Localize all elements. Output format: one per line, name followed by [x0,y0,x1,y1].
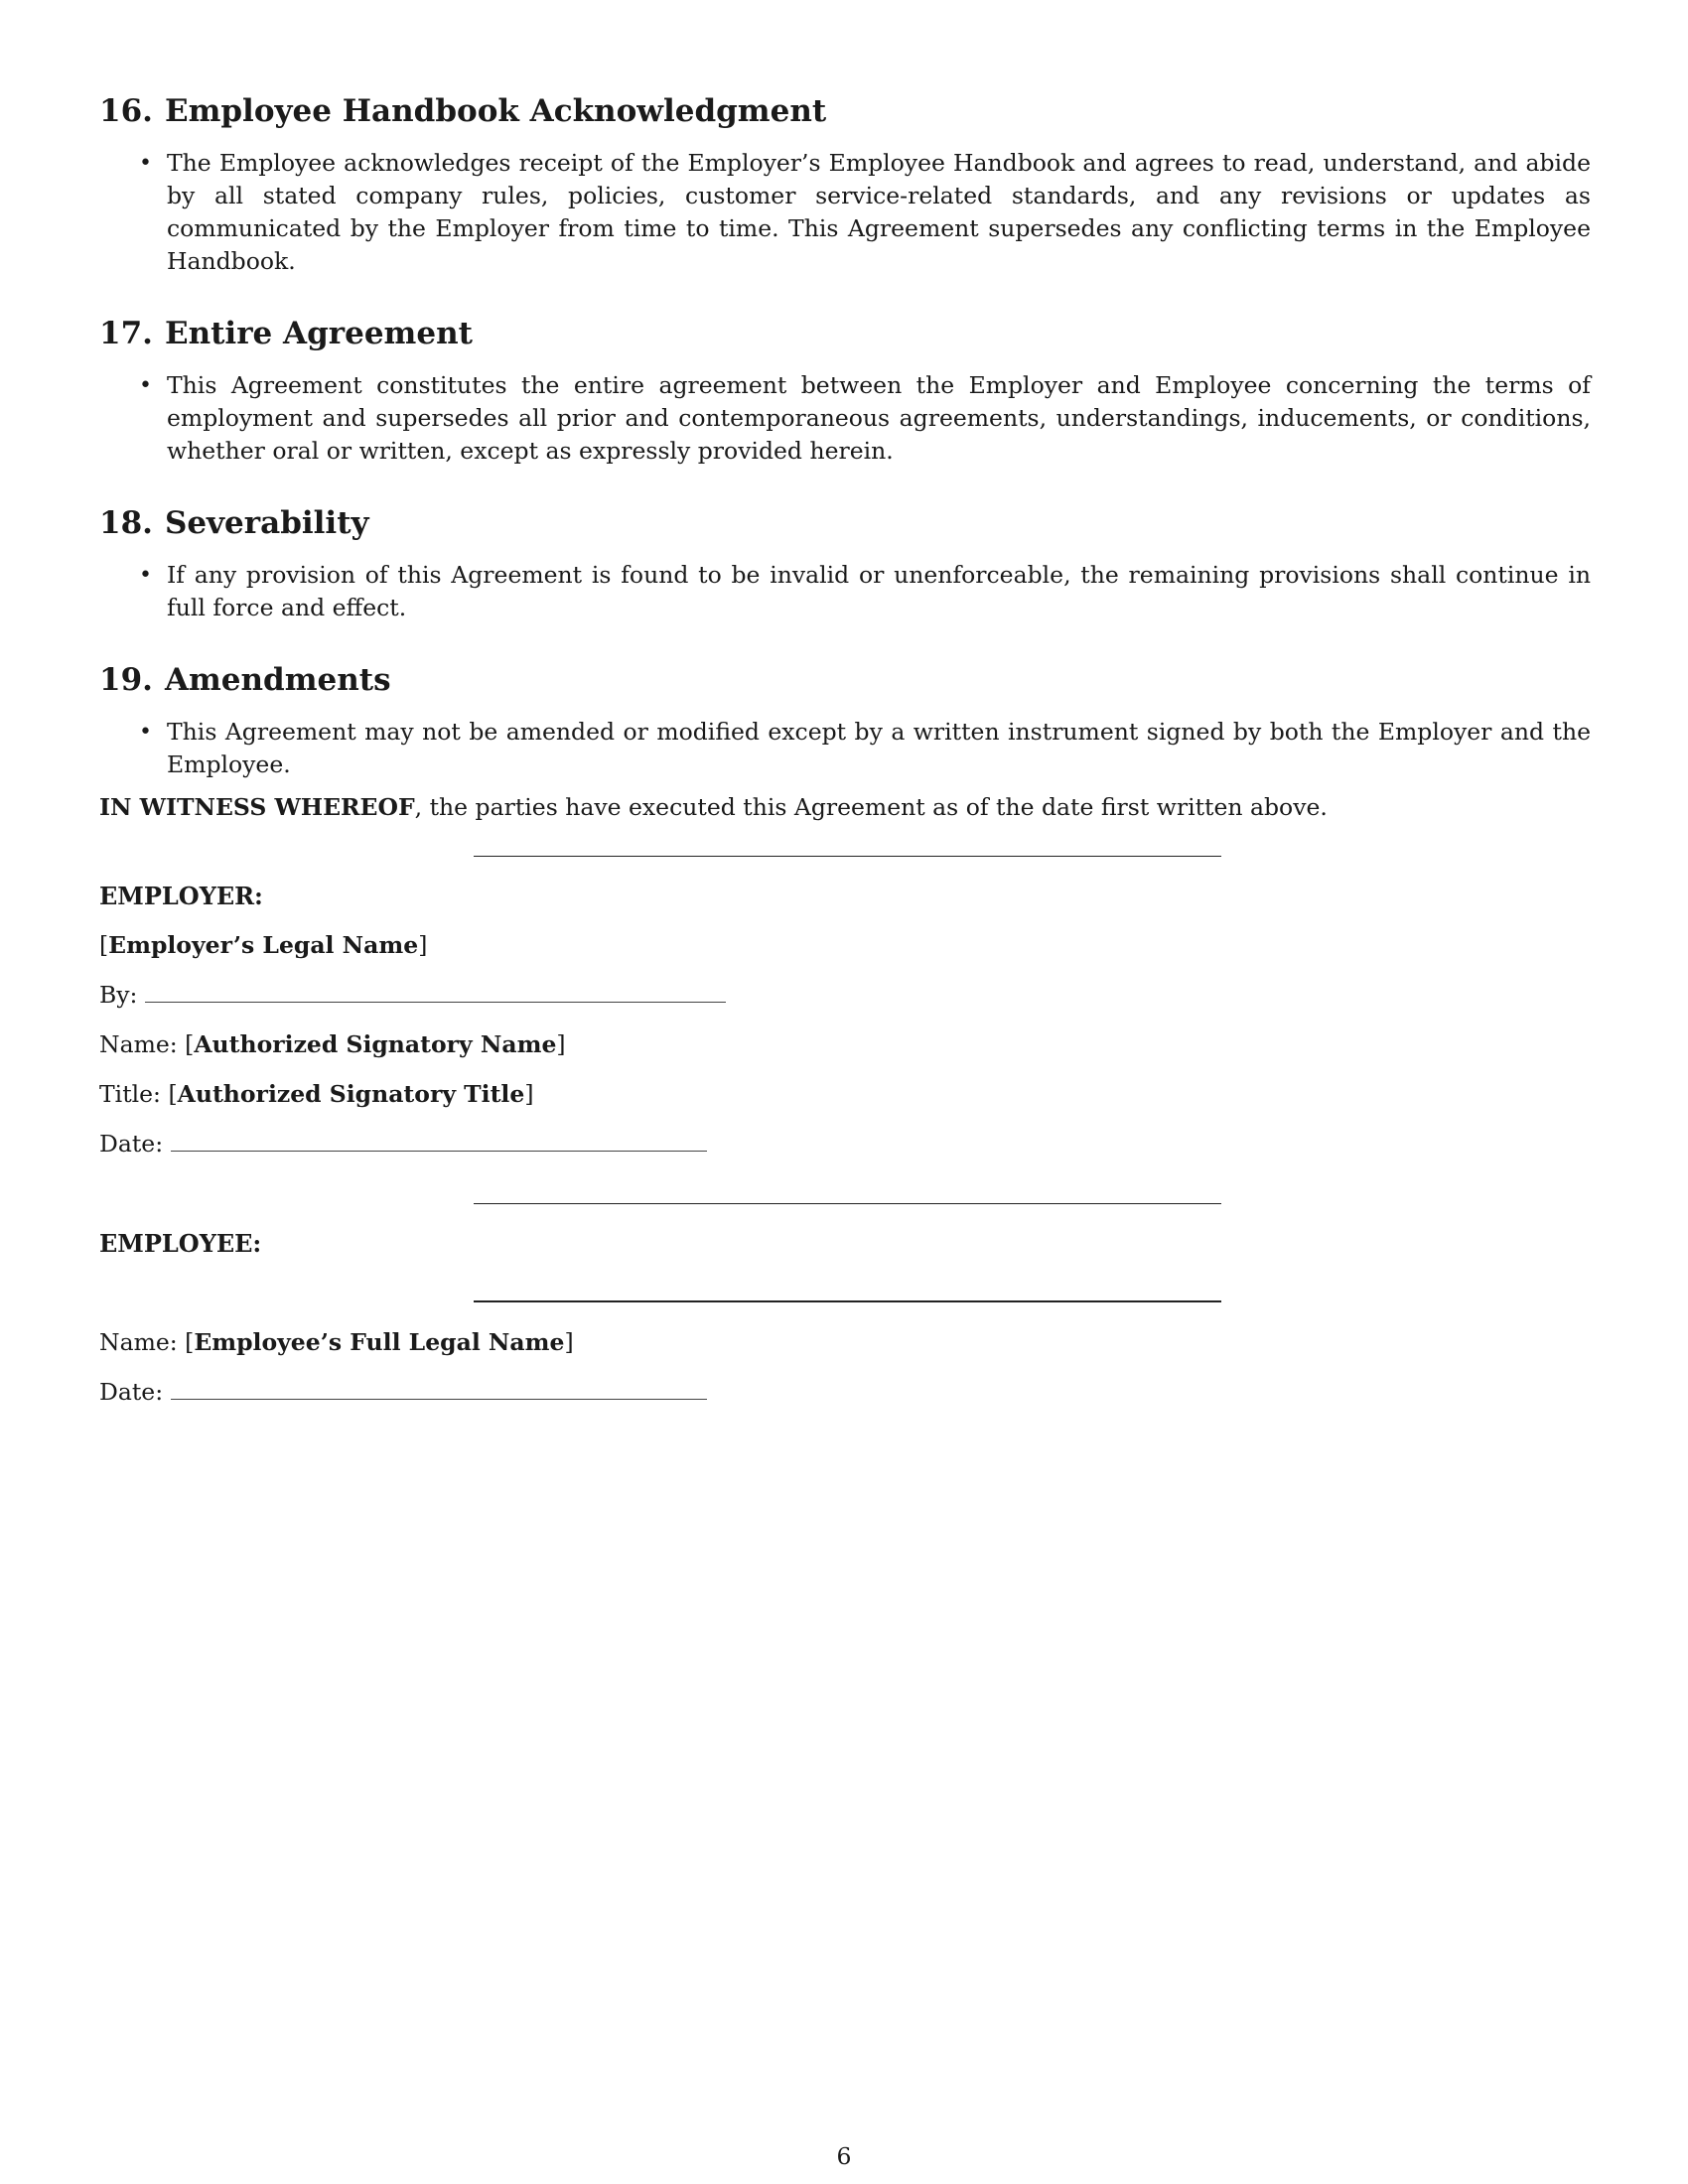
bullet-list [99,559,1591,624]
section-title: Entire Agreement [164,316,473,351]
list-item [139,147,1591,278]
document-page [99,91,1591,848]
employee-date-field[interactable] [171,1379,707,1400]
date-label: Date: [99,1130,164,1158]
section-heading [99,314,1591,353]
employer-date-field[interactable] [171,1131,707,1152]
witness-lead: IN WITNESS WHEREOF [99,793,415,821]
bullet-icon: • [139,151,152,176]
bracket-open: [ [99,931,109,959]
employer-by-line [99,979,726,1012]
employer-heading: EMPLOYER: [99,882,263,910]
section-title: Employee Handbook Acknowledgment [164,93,827,129]
section-number: 18. [99,505,153,541]
section-number: 16. [99,93,153,129]
name-label: Name: [99,1030,178,1058]
bullet-list [99,716,1591,781]
date-label: Date: [99,1378,164,1406]
employer-name-line: Name: [Authorized Signatory Name] [99,1030,566,1058]
section-number: 19. [99,662,153,698]
employer-signatory-name: Authorized Signatory Name [194,1030,557,1058]
employer-title-line: Title: [Authorized Signatory Title] [99,1080,534,1108]
list-item [139,716,1591,781]
page-number: 6 [836,2142,852,2170]
bullet-list [99,147,1591,278]
bullet-text: This Agreement constitutes the entire agreement between the Employer and Employee concerning the terms of employment and supersedes all prior and contemporaneous agreements, understandings, inducements, or conditions, whether oral or written, except as expressly provided herein. [167,371,1591,465]
separator-rule [474,1203,1221,1204]
employee-name-line: Name: [Employee’s Full Legal Name] [99,1328,574,1356]
section-title: Amendments [164,662,391,698]
section-heading [99,503,1591,543]
separator-rule [474,856,1221,857]
title-label: Title: [99,1080,161,1108]
bullet-text: This Agreement may not be amended or modified except by a written instrument signed by both the Employer and the Employee. [167,718,1591,778]
employer-signatory-title: Authorized Signatory Title [177,1080,525,1108]
employer-legal-name [99,929,427,962]
bullet-text: If any provision of this Agreement is found to be invalid or unenforceable, the remaining provisions shall continue in full force and effect. [167,561,1591,621]
bullet-list [99,369,1591,468]
name-label: Name: [99,1328,178,1356]
list-item [139,559,1591,624]
bracket-close: ] [418,931,428,959]
section-heading [99,91,1591,131]
section-16 [99,91,1591,278]
employee-signature-line[interactable] [474,1300,1221,1302]
witness-statement [99,791,1591,824]
section-number: 17. [99,316,153,351]
section-18 [99,503,1591,624]
section-19 [99,660,1591,781]
employee-date-line [99,1376,707,1409]
employer-date-line [99,1128,707,1160]
witness-text: , the parties have executed this Agreement as of the date first written above. [414,793,1328,821]
employee-full-name: Employee’s Full Legal Name [194,1328,565,1356]
employer-signature-field[interactable] [145,982,726,1003]
by-label: By: [99,981,138,1009]
section-17 [99,314,1591,468]
section-heading [99,660,1591,700]
section-title: Severability [164,505,369,541]
bullet-text: The Employee acknowledges receipt of the Employer’s Employee Handbook and agrees to read, understand, and abide by all stated company rules, policies, customer service-related standards, and any revisions or updates as communicated by the Employer from time to time. This Agreement supersedes any conflicting terms in the Employee Handbook. [167,149,1591,275]
employer-legal-name-value: Employer’s Legal Name [108,931,419,959]
bullet-icon: • [139,373,152,398]
bullet-icon: • [139,563,152,588]
bullet-icon: • [139,720,152,745]
employee-heading: EMPLOYEE: [99,1229,262,1258]
list-item [139,369,1591,468]
